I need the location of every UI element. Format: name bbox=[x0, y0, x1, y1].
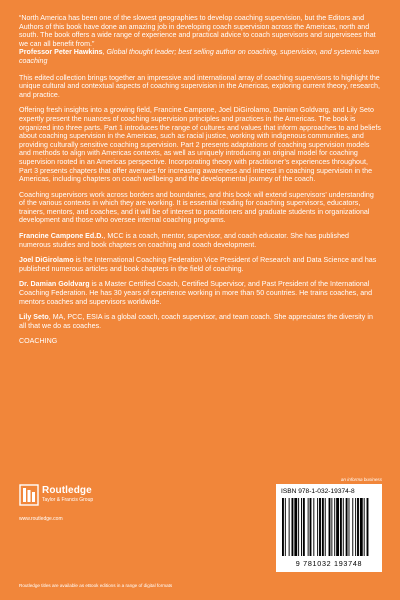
back-cover-text bbox=[19, 14, 381, 345]
endorsement-attribution bbox=[19, 48, 381, 65]
isbn-label: ISBN 978-1-032-19374-8 bbox=[281, 488, 355, 495]
isbn-barcode-panel bbox=[276, 484, 382, 572]
publisher-subtitle: Taylor & Francis Group bbox=[42, 497, 94, 503]
bio-name: Francine Campone Ed.D. bbox=[19, 232, 104, 241]
description-paragraph: Coaching supervisors work across borders and boundaries, and this book will extend supervisors’ understanding of the various contexts in which they are working. It is essential reading for coaching supervisors, educators, trainers, mentors, and coaches, and it will be of interest to practitioners and graduate students in organizational development and those who oversee internal coaching programs. bbox=[19, 190, 374, 225]
publisher-name: Routledge bbox=[42, 485, 92, 496]
bio-text: , MA, PCC, ESIA is a global coach, coach supervisor, and team coach. She appreciates the diversity in all that we do as coaches. bbox=[19, 313, 373, 330]
description-paragraph: This edited collection brings together an impressive and international array of coaching supervisors to highlight the unique cultural and contextual aspects of coaching supervision in the Americas, exploring current theory, research, and practice. bbox=[19, 73, 380, 99]
routledge-logo-icon bbox=[19, 484, 39, 506]
cover-footer bbox=[0, 460, 400, 600]
endorsement-author: Professor Peter Hawkins bbox=[19, 48, 103, 57]
publisher-website[interactable]: www.routledge.com bbox=[19, 516, 63, 522]
bio-name: Joel DiGirolamo bbox=[19, 256, 74, 265]
bio-paragraph bbox=[19, 313, 381, 330]
bio-name: Lily Seto bbox=[19, 313, 49, 322]
barcode-icon bbox=[280, 498, 378, 558]
ebook-availability-note: Routledge titles are available as eBook editions in a range of digital formats bbox=[19, 583, 173, 588]
bio-paragraph bbox=[19, 232, 381, 249]
bio-paragraph bbox=[19, 280, 381, 306]
bio-text: , MCC is a coach, mentor, supervisor, and coach educator. She has published numerous studies and book chapters on coaching and coach development. bbox=[19, 232, 349, 249]
endorsement-quote: “North America has been one of the slowest geographies to develop coaching supervision, but the Editors and Authors of this book have done an amazing job in developing coach supervision across the Americas, north and south. The book offers a wide range of experience and practical advice to coach supervisors and supervisees that we can all benefit from.” bbox=[19, 14, 376, 48]
publisher-logo bbox=[19, 484, 109, 512]
description-paragraph: Offering fresh insights into a growing field, Francine Campone, Joel DiGirolamo, Damian Goldvarg, and Lily Seto expertly present the nuances of coaching supervision principles and practices in the Americas. The book is organized into three parts. Part 1 introduces the range of cultures and values that inform approaches to and beliefs about coaching supervision in the Americas, such as racial justice, working with indigenous communities, and providing culturally sensitive coaching supervision. Part 2 presents adaptations of coaching supervision models and methods to align with Americas contexts, as well as uniquely introducing an original model for coaching supervision rooted in an Americas perspective. Incorporating theory with practitioner’s experiences throughout, Part 3 presents chapters that offer avenues for increasing awareness and interest in coaching supervision in the Americas, including chapters on coach wellbeing and the developmental journey of the coach. bbox=[19, 106, 381, 184]
informa-tagline: an informa business bbox=[340, 477, 382, 482]
subject-category: COACHING bbox=[19, 337, 58, 346]
bio-text: is a Master Certified Coach, Certified Supervisor, and Past President of the International Coaching Federation. He has 30 years of experience working in more than 50 countries. He trains coaches, and mentors coaches and supervisors worldwide. bbox=[19, 280, 373, 306]
bio-text: is the International Coaching Federation Vice President of Research and Data Science and has published numerous articles and book chapters in the field of coaching. bbox=[19, 256, 377, 273]
bio-paragraph bbox=[19, 256, 381, 273]
bio-name: Dr. Damian Goldvarg bbox=[19, 280, 90, 289]
barcode-number: 9 781032 193748 bbox=[295, 559, 363, 568]
endorsement-author-role: , Global thought leader; best selling author on coaching, supervision, and systemic team coaching bbox=[19, 48, 380, 65]
